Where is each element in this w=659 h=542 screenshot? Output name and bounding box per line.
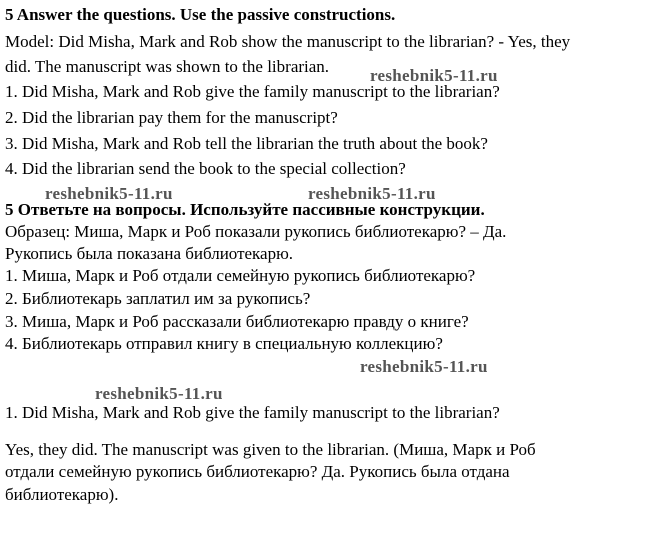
question-1-en: 1. Did Misha, Mark and Rob give the family manuscript to the librarian? bbox=[5, 82, 500, 101]
answer-line-3: библиотекарю). bbox=[5, 485, 119, 504]
exercise-heading-ru: 5 Ответьте на вопросы. Используйте пассивные конструкции. bbox=[5, 200, 485, 219]
answer-line-2: отдали семейную рукопись библиотекарю? Да. Рукопись была отдана bbox=[5, 462, 510, 481]
model-line-1-en: Model: Did Misha, Mark and Rob show the manuscript to the librarian? - Yes, they bbox=[5, 32, 571, 51]
question-2-en: 2. Did the librarian pay them for the manuscript? bbox=[5, 108, 338, 127]
question-3-ru: 3. Миша, Марк и Роб рассказали библиотекарю правду о книге? bbox=[5, 312, 469, 331]
exercise-heading-en: 5 Answer the questions. Use the passive constructions. bbox=[5, 5, 396, 24]
answer-line-1: Yes, they did. The manuscript was given to the librarian. (Миша, Марк и Роб bbox=[5, 440, 536, 459]
question-4-en: 4. Did the librarian send the book to the special collection? bbox=[5, 159, 406, 178]
watermark: reshebnik5-11.ru bbox=[45, 184, 173, 203]
watermark: reshebnik5-11.ru bbox=[308, 184, 436, 203]
model-line-1-ru: Образец: Миша, Марк и Роб показали рукопись библиотекарю? – Да. bbox=[5, 222, 507, 241]
model-line-2-ru: Рукопись была показана библиотекарю. bbox=[5, 244, 294, 263]
watermark: reshebnik5-11.ru bbox=[95, 384, 223, 403]
question-4-ru: 4. Библиотекарь отправил книгу в специальную коллекцию? bbox=[5, 334, 443, 353]
watermark: reshebnik5-11.ru bbox=[370, 66, 498, 85]
question-2-ru: 2. Библиотекарь заплатил им за рукопись? bbox=[5, 289, 311, 308]
model-line-2-en: did. The manuscript was shown to the librarian. bbox=[5, 57, 330, 76]
question-1-ru: 1. Миша, Марк и Роб отдали семейную рукопись библиотекарю? bbox=[5, 266, 476, 285]
question-3-en: 3. Did Misha, Mark and Rob tell the librarian the truth about the book? bbox=[5, 134, 488, 153]
watermark: reshebnik5-11.ru bbox=[360, 357, 488, 376]
answer-question: 1. Did Misha, Mark and Rob give the family manuscript to the librarian? bbox=[5, 403, 500, 422]
